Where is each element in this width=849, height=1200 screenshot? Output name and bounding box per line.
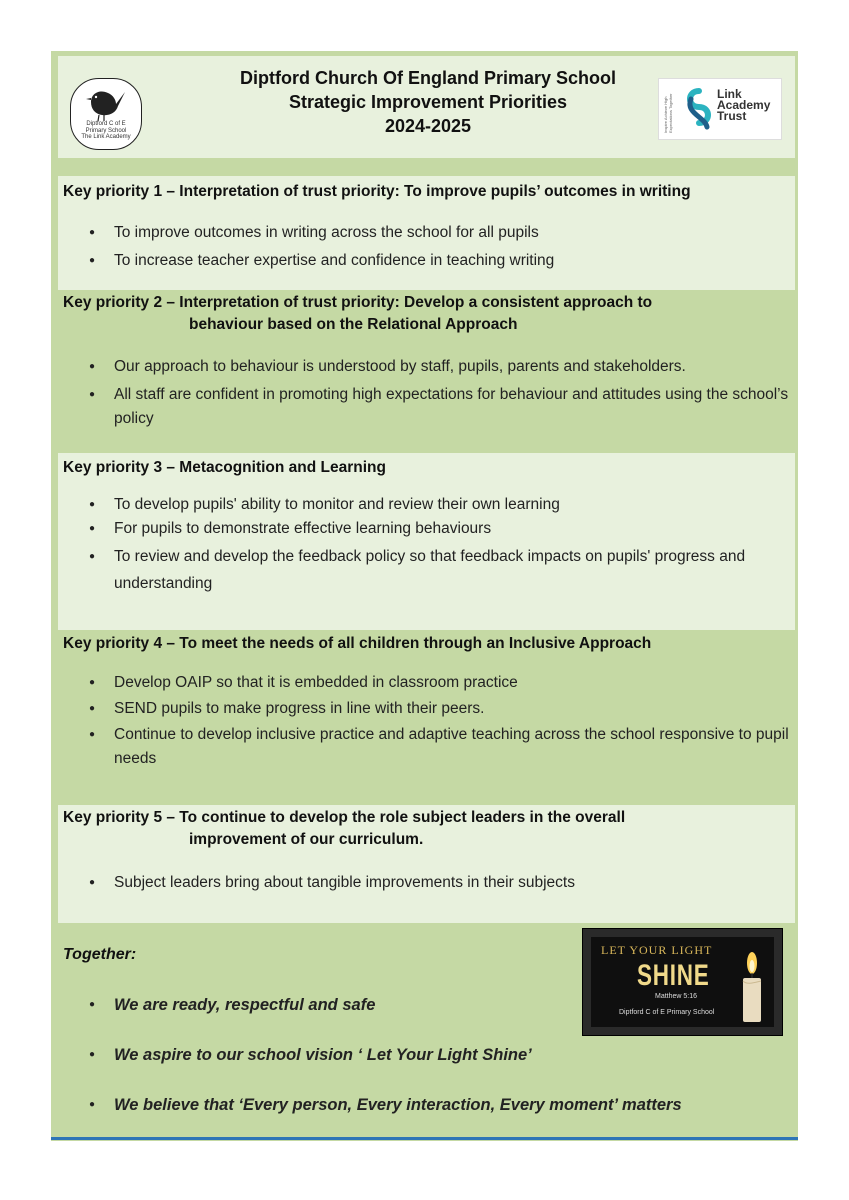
shine-image-panel: [591, 937, 774, 1027]
together-heading: Together:: [63, 946, 137, 963]
list-item: ● To develop pupils' ability to monitor and review their own learning: [58, 493, 795, 517]
document-frame: [51, 51, 798, 1141]
list-item: ● To increase teacher expertise and confidence in teaching writing: [58, 249, 795, 273]
title-line-school: Diptford Church Of England Primary School: [239, 68, 617, 88]
school-logo: [70, 78, 142, 150]
school-logo-line3: The Link Academy: [81, 134, 131, 140]
list-item: ● To improve outcomes in writing across the school for all pupils: [58, 221, 795, 245]
list-item: ● Develop OAIP so that it is embedded in classroom practice: [58, 671, 795, 695]
list-item: ● To review and develop the feedback policy so that feedback impacts on pupils' progress and understanding: [58, 543, 795, 597]
shine-line4: Diptford C of E Primary School: [619, 1009, 715, 1016]
priority-heading-5-line2: improvement of our curriculum.: [189, 831, 424, 848]
list-item: ● We aspire to our school vision ‘ Let Your Light Shine’: [58, 1045, 795, 1065]
page-title: [168, 66, 688, 138]
priority-list-1: [58, 221, 795, 273]
shine-line1: LET YOUR LIGHT: [601, 943, 713, 957]
school-logo-line1: Diptford C of E: [86, 121, 126, 127]
priority-section-4: [58, 630, 795, 805]
priority-heading-2-line1: Key priority 2 – Interpretation of trust priority: Develop a consistent approach to: [63, 294, 653, 311]
priority-heading-5: [58, 805, 795, 851]
priority-section-1: [58, 176, 795, 290]
candle-icon: [739, 951, 765, 1023]
header: [58, 56, 795, 158]
list-item: ● For pupils to demonstrate effective learning behaviours: [58, 517, 795, 541]
priority-list-3: [58, 493, 795, 597]
list-item: ● Subject leaders bring about tangible improvements in their subjects: [58, 871, 795, 895]
list-item: ● Continue to develop inclusive practice and adaptive teaching across the school responsive to pupil needs: [58, 723, 795, 771]
title-line-year: 2024-2025: [384, 116, 472, 136]
together-section: [58, 928, 795, 1138]
priority-section-3: [58, 453, 795, 630]
trust-logo: [658, 78, 782, 140]
list-item: ● All staff are confident in promoting high expectations for behaviour and attitudes using the school’s policy: [58, 383, 795, 431]
trust-logo-word3: Trust: [717, 109, 747, 123]
priority-section-2: [58, 290, 795, 453]
bottom-rule: [51, 1137, 798, 1140]
priority-heading-5-line1: Key priority 5 – To continue to develop the role subject leaders in the overall: [63, 809, 626, 826]
list-item: ● We are ready, respectful and safe: [58, 995, 795, 1015]
shine-line3: Matthew 5:16: [655, 993, 698, 1000]
school-logo-line2: Primary School: [85, 127, 127, 134]
let-your-light-shine-image: [582, 928, 783, 1036]
list-item: ● SEND pupils to make progress in line with their peers.: [58, 697, 795, 721]
title-line-priorities: Strategic Improvement Priorities: [288, 92, 568, 112]
priority-list-4: [58, 671, 795, 771]
priority-heading-1: Key priority 1 – Interpretation of trust priority: To improve pupils’ outcomes in writing: [63, 183, 691, 200]
trust-logo-word1: Link: [717, 87, 742, 101]
bird-icon: [85, 84, 127, 122]
list-item: ● We believe that ‘Every person, Every interaction, Every moment’ matters: [58, 1095, 795, 1115]
priority-section-5: [58, 805, 795, 923]
priority-heading-3: Key priority 3 – Metacognition and Learning: [63, 459, 386, 476]
priority-heading-4: Key priority 4 – To meet the needs of all children through an Inclusive Approach: [63, 635, 652, 652]
link-knot-icon: [681, 87, 717, 131]
trust-logo-tagline: Inspire Achieve High Expectations Together: [663, 93, 673, 133]
shine-line2: SHINE: [637, 959, 710, 992]
priority-list-2: [58, 355, 795, 431]
priority-list-5: [58, 871, 795, 895]
priority-heading-2-line2: behaviour based on the Relational Approach: [189, 316, 518, 333]
list-item: ● Our approach to behaviour is understood by staff, pupils, parents and stakeholders.: [58, 355, 795, 379]
priority-heading-2: [58, 290, 795, 336]
trust-logo-word2: Academy: [717, 98, 771, 112]
